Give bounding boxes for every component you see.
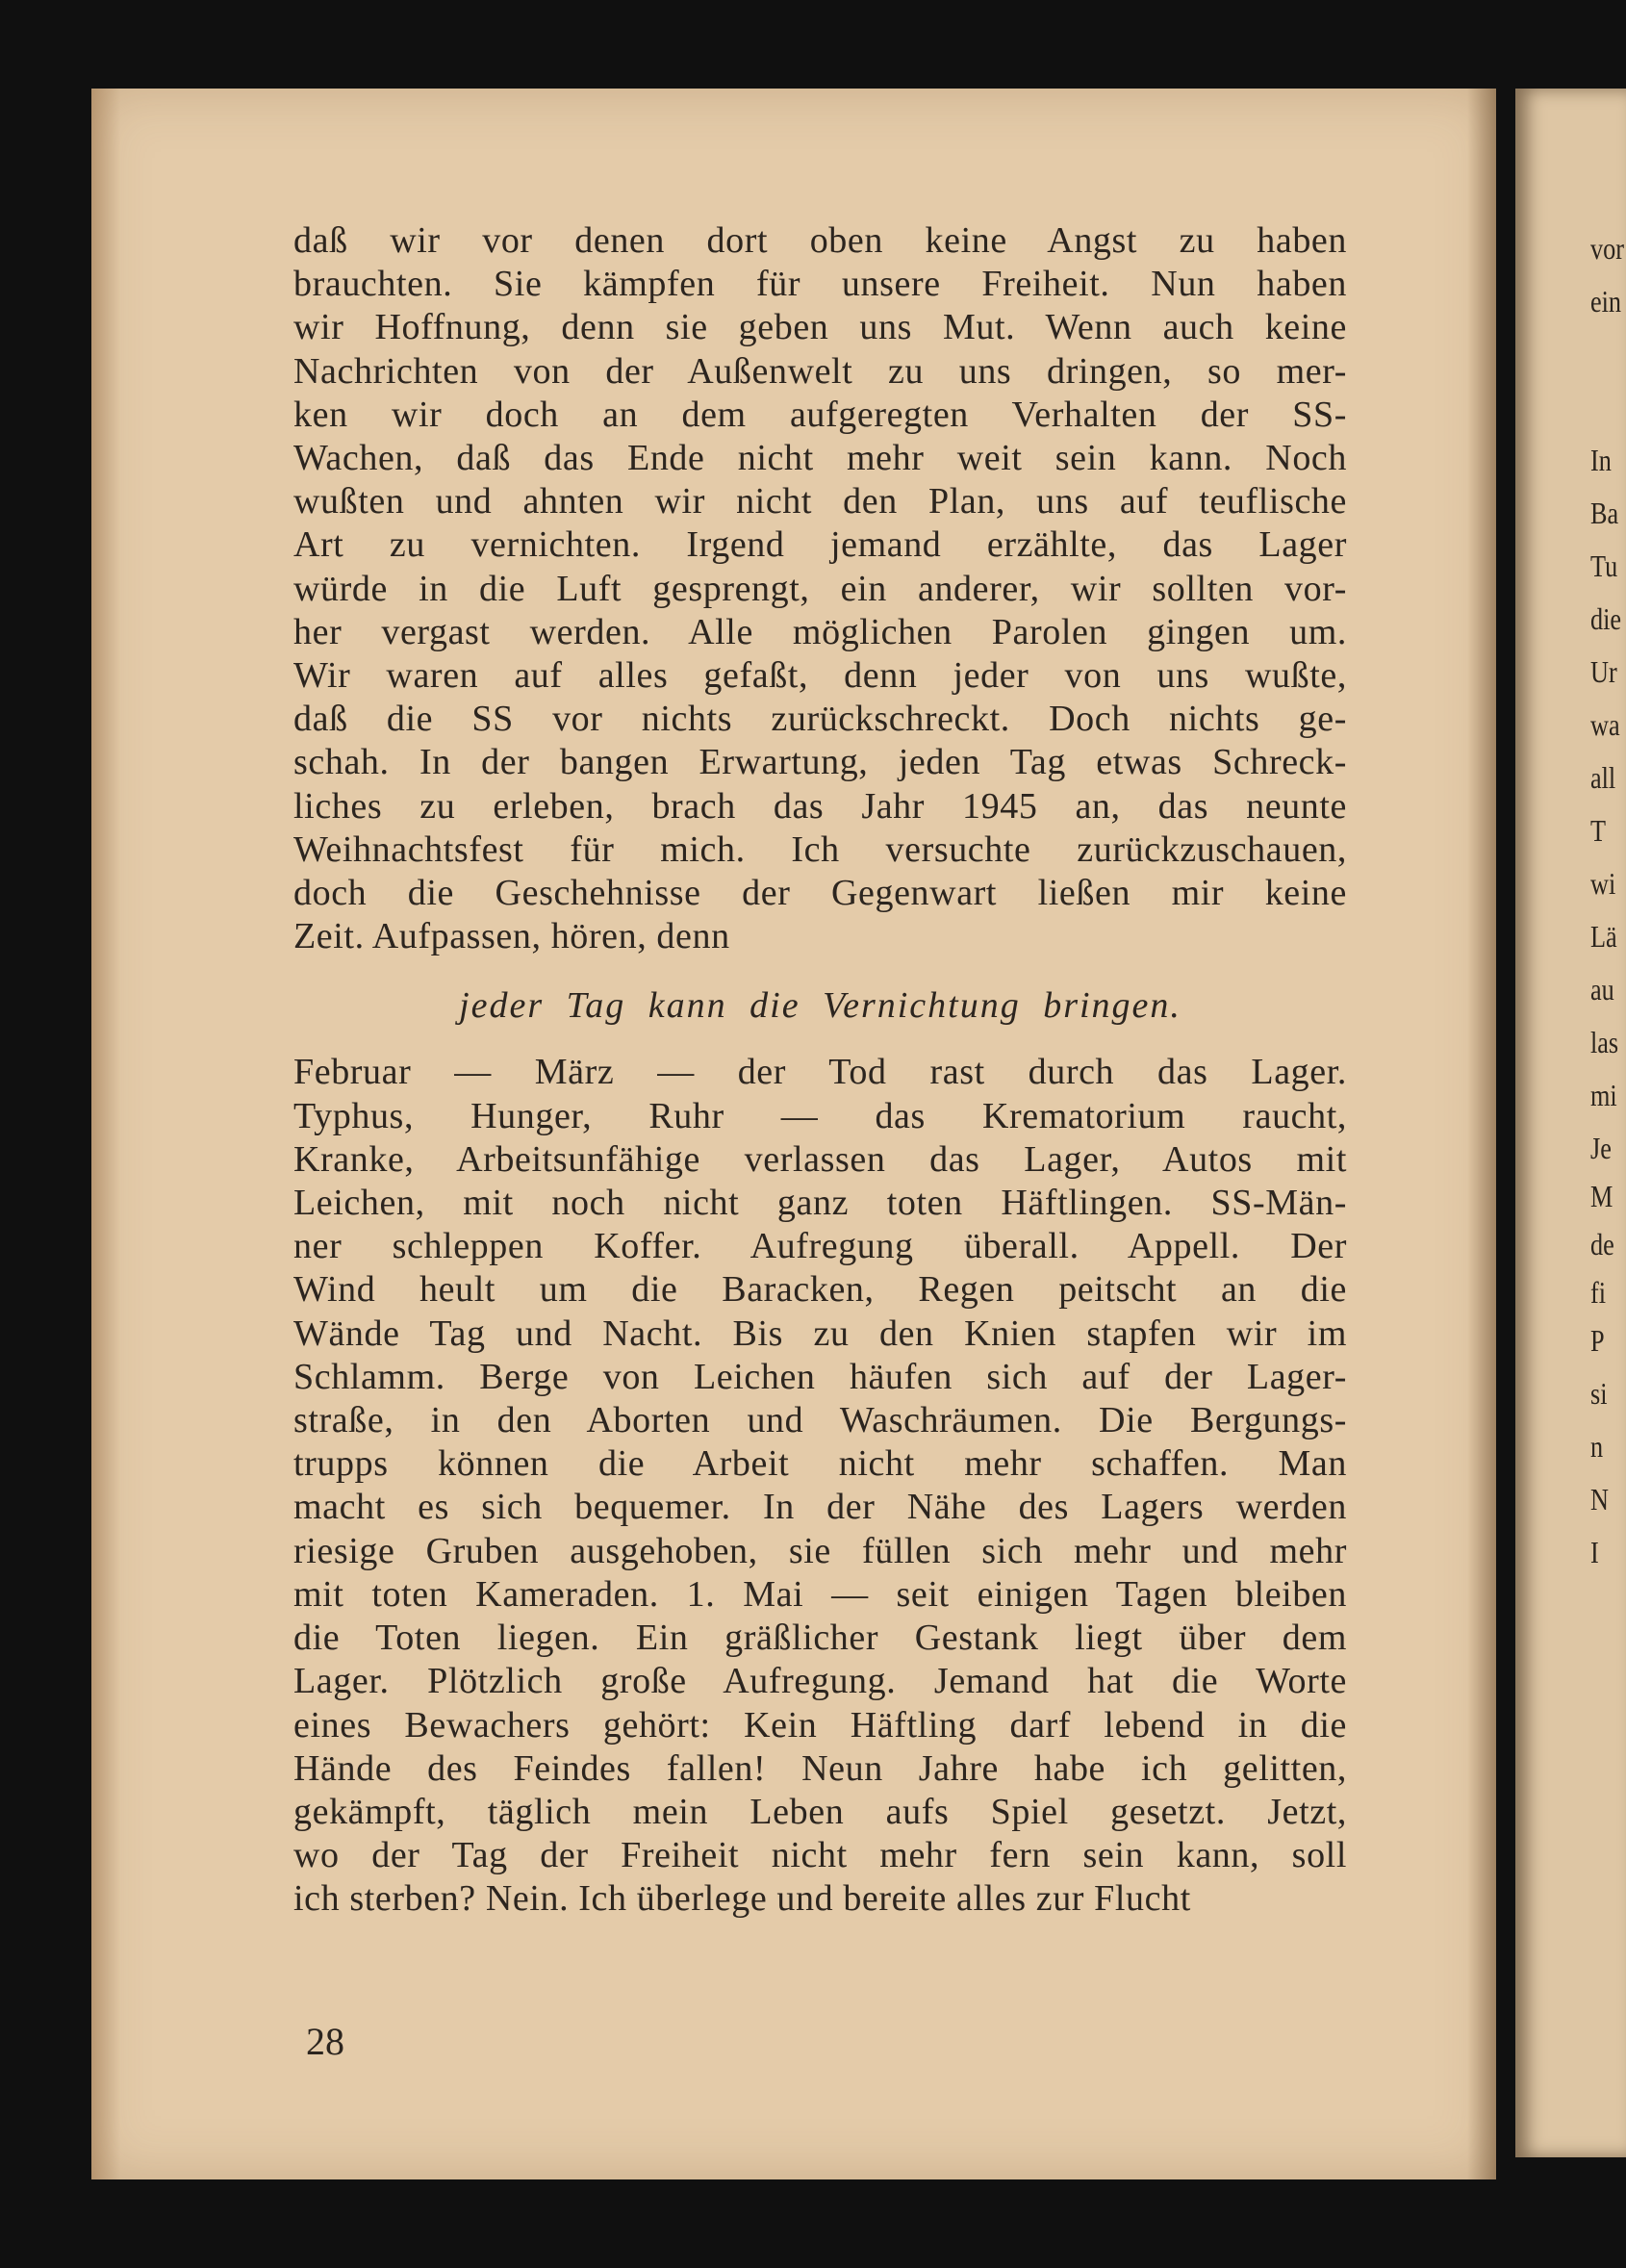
page-gutter-shadow <box>1467 89 1496 2179</box>
text-line: trupps können die Arbeit nicht mehr schaffen. Man <box>293 1443 1347 1485</box>
text-line: riesige Gruben ausgehoben, sie füllen sich mehr und mehr <box>293 1530 1347 1571</box>
adjacent-page-edge <box>1515 89 1626 2157</box>
text-line: Zeit. Aufpassen, hören, denn <box>293 916 730 957</box>
adjacent-page-text-fragment: P <box>1590 1323 1605 1358</box>
text-line: wo der Tag der Freiheit nicht mehr fern sein kann, soll <box>293 1835 1347 1876</box>
text-line: gekämpft, täglich mein Leben aufs Spiel gesetzt. Jetzt, <box>293 1791 1347 1832</box>
text-line: Wir waren auf alles gefaßt, denn jeder von uns wußte, <box>293 655 1347 697</box>
adjacent-page-text-fragment: n <box>1590 1429 1604 1464</box>
text-line: straße, in den Aborten und Waschräumen. Die Bergungs- <box>293 1400 1347 1441</box>
page-number: 28 <box>306 2020 344 2063</box>
text-line: ken wir doch an dem aufgeregten Verhalten der SS- <box>293 394 1347 435</box>
text-line: Februar — März — der Tod rast durch das Lager. <box>293 1052 1347 1093</box>
text-line: doch die Geschehnisse der Gegenwart ließen mir keine <box>293 873 1347 914</box>
adjacent-page-text-fragment: Tu <box>1590 548 1618 583</box>
text-line: Wachen, daß das Ende nicht mehr weit sein kann. Noch <box>293 438 1347 479</box>
adjacent-page-text-fragment: ein <box>1590 284 1622 319</box>
adjacent-page-text-fragment: si <box>1590 1376 1608 1411</box>
adjacent-page-text-fragment: vor <box>1590 231 1624 266</box>
text-line: Kranke, Arbeitsunfähige verlassen das Lager, Autos mit <box>293 1138 1347 1180</box>
adjacent-page-text-fragment: wi <box>1590 866 1616 901</box>
adjacent-page-text-fragment: N <box>1590 1482 1609 1516</box>
adjacent-page-text-fragment: Lä <box>1590 919 1617 954</box>
adjacent-page-text-fragment: T <box>1590 813 1607 848</box>
text-line: liches zu erleben, brach das Jahr 1945 an, das neunte <box>293 785 1347 827</box>
text-line: Weihnachtsfest für mich. Ich versuchte zurückzuschauen, <box>293 828 1347 870</box>
text-line: Leichen, mit noch nicht ganz toten Häftlingen. SS-Män- <box>293 1183 1347 1224</box>
page-edge-shadow <box>91 89 120 2179</box>
page-body-text <box>293 219 1347 1922</box>
text-line: Wind heult um die Baracken, Regen peitscht an die <box>293 1269 1347 1311</box>
text-line: daß die SS vor nichts zurückschreckt. Doch nichts ge- <box>293 699 1347 740</box>
text-line: wir Hoffnung, denn sie geben uns Mut. Wenn auch keine <box>293 307 1347 348</box>
text-line: Hände des Feindes fallen! Neun Jahre habe ich gelitten, <box>293 1747 1347 1789</box>
text-line: daß wir vor denen dort oben keine Angst zu haben <box>293 220 1347 261</box>
text-line: schah. In der bangen Erwartung, jeden Tag etwas Schreck- <box>293 742 1347 783</box>
text-line: die Toten liegen. Ein gräßlicher Gestank liegt über dem <box>293 1618 1347 1659</box>
text-line: mit toten Kameraden. 1. Mai — seit einigen Tagen bleiben <box>293 1573 1347 1615</box>
text-line: wußten und ahnten wir nicht den Plan, uns auf teuflische <box>293 481 1347 522</box>
adjacent-page-text-fragment: die <box>1590 601 1622 636</box>
italic-quote: jeder Tag kann die Vernichtung bringen. <box>459 985 1181 1027</box>
text-line: Typhus, Hunger, Ruhr — das Krematorium raucht, <box>293 1095 1347 1136</box>
text-line: ich sterben? Nein. Ich überlege und bereite alles zur Flucht <box>293 1878 1191 1920</box>
text-line: ner schleppen Koffer. Aufregung überall. Appell. Der <box>293 1226 1347 1267</box>
paragraph-1 <box>293 219 1347 958</box>
text-line: Nachrichten von der Außenwelt zu uns dringen, so mer- <box>293 350 1347 392</box>
text-line: Wände Tag und Nacht. Bis zu den Knien stapfen wir im <box>293 1312 1347 1354</box>
adjacent-page-text-fragment: M <box>1590 1179 1613 1213</box>
adjacent-page-text-fragment: I <box>1590 1535 1599 1569</box>
paragraph-2 <box>293 1051 1347 1921</box>
text-line: eines Bewachers gehört: Kein Häftling darf lebend in die <box>293 1704 1347 1746</box>
text-line: macht es sich bequemer. In der Nähe des Lagers werden <box>293 1487 1347 1528</box>
adjacent-page-text-fragment: de <box>1590 1227 1614 1261</box>
adjacent-page-text-fragment: wa <box>1590 707 1620 742</box>
text-line: brauchten. Sie kämpfen für unsere Freiheit. Nun haben <box>293 264 1347 305</box>
text-line: Art zu vernichten. Irgend jemand erzählte, das Lager <box>293 524 1347 566</box>
adjacent-page-text-fragment: au <box>1590 972 1614 1007</box>
adjacent-page-text-fragment: las <box>1590 1025 1619 1059</box>
adjacent-page-text-fragment: all <box>1590 760 1616 795</box>
text-line: würde in die Luft gesprengt, ein anderer, wir sollten vor- <box>293 568 1347 609</box>
adjacent-page-text-fragment: fi <box>1590 1275 1607 1310</box>
adjacent-page-text-fragment: Je <box>1590 1131 1612 1165</box>
text-line: Lager. Plötzlich große Aufregung. Jemand hat die Worte <box>293 1661 1347 1702</box>
adjacent-page-text-fragment: In <box>1590 443 1612 477</box>
adjacent-page-text-fragment: mi <box>1590 1078 1617 1112</box>
text-line: Schlamm. Berge von Leichen häufen sich auf der Lager- <box>293 1356 1347 1397</box>
text-line: her vergast werden. Alle möglichen Parolen gingen um. <box>293 611 1347 652</box>
adjacent-page-text-fragment: Ur <box>1590 654 1617 689</box>
adjacent-page-text-fragment: Ba <box>1590 496 1619 530</box>
